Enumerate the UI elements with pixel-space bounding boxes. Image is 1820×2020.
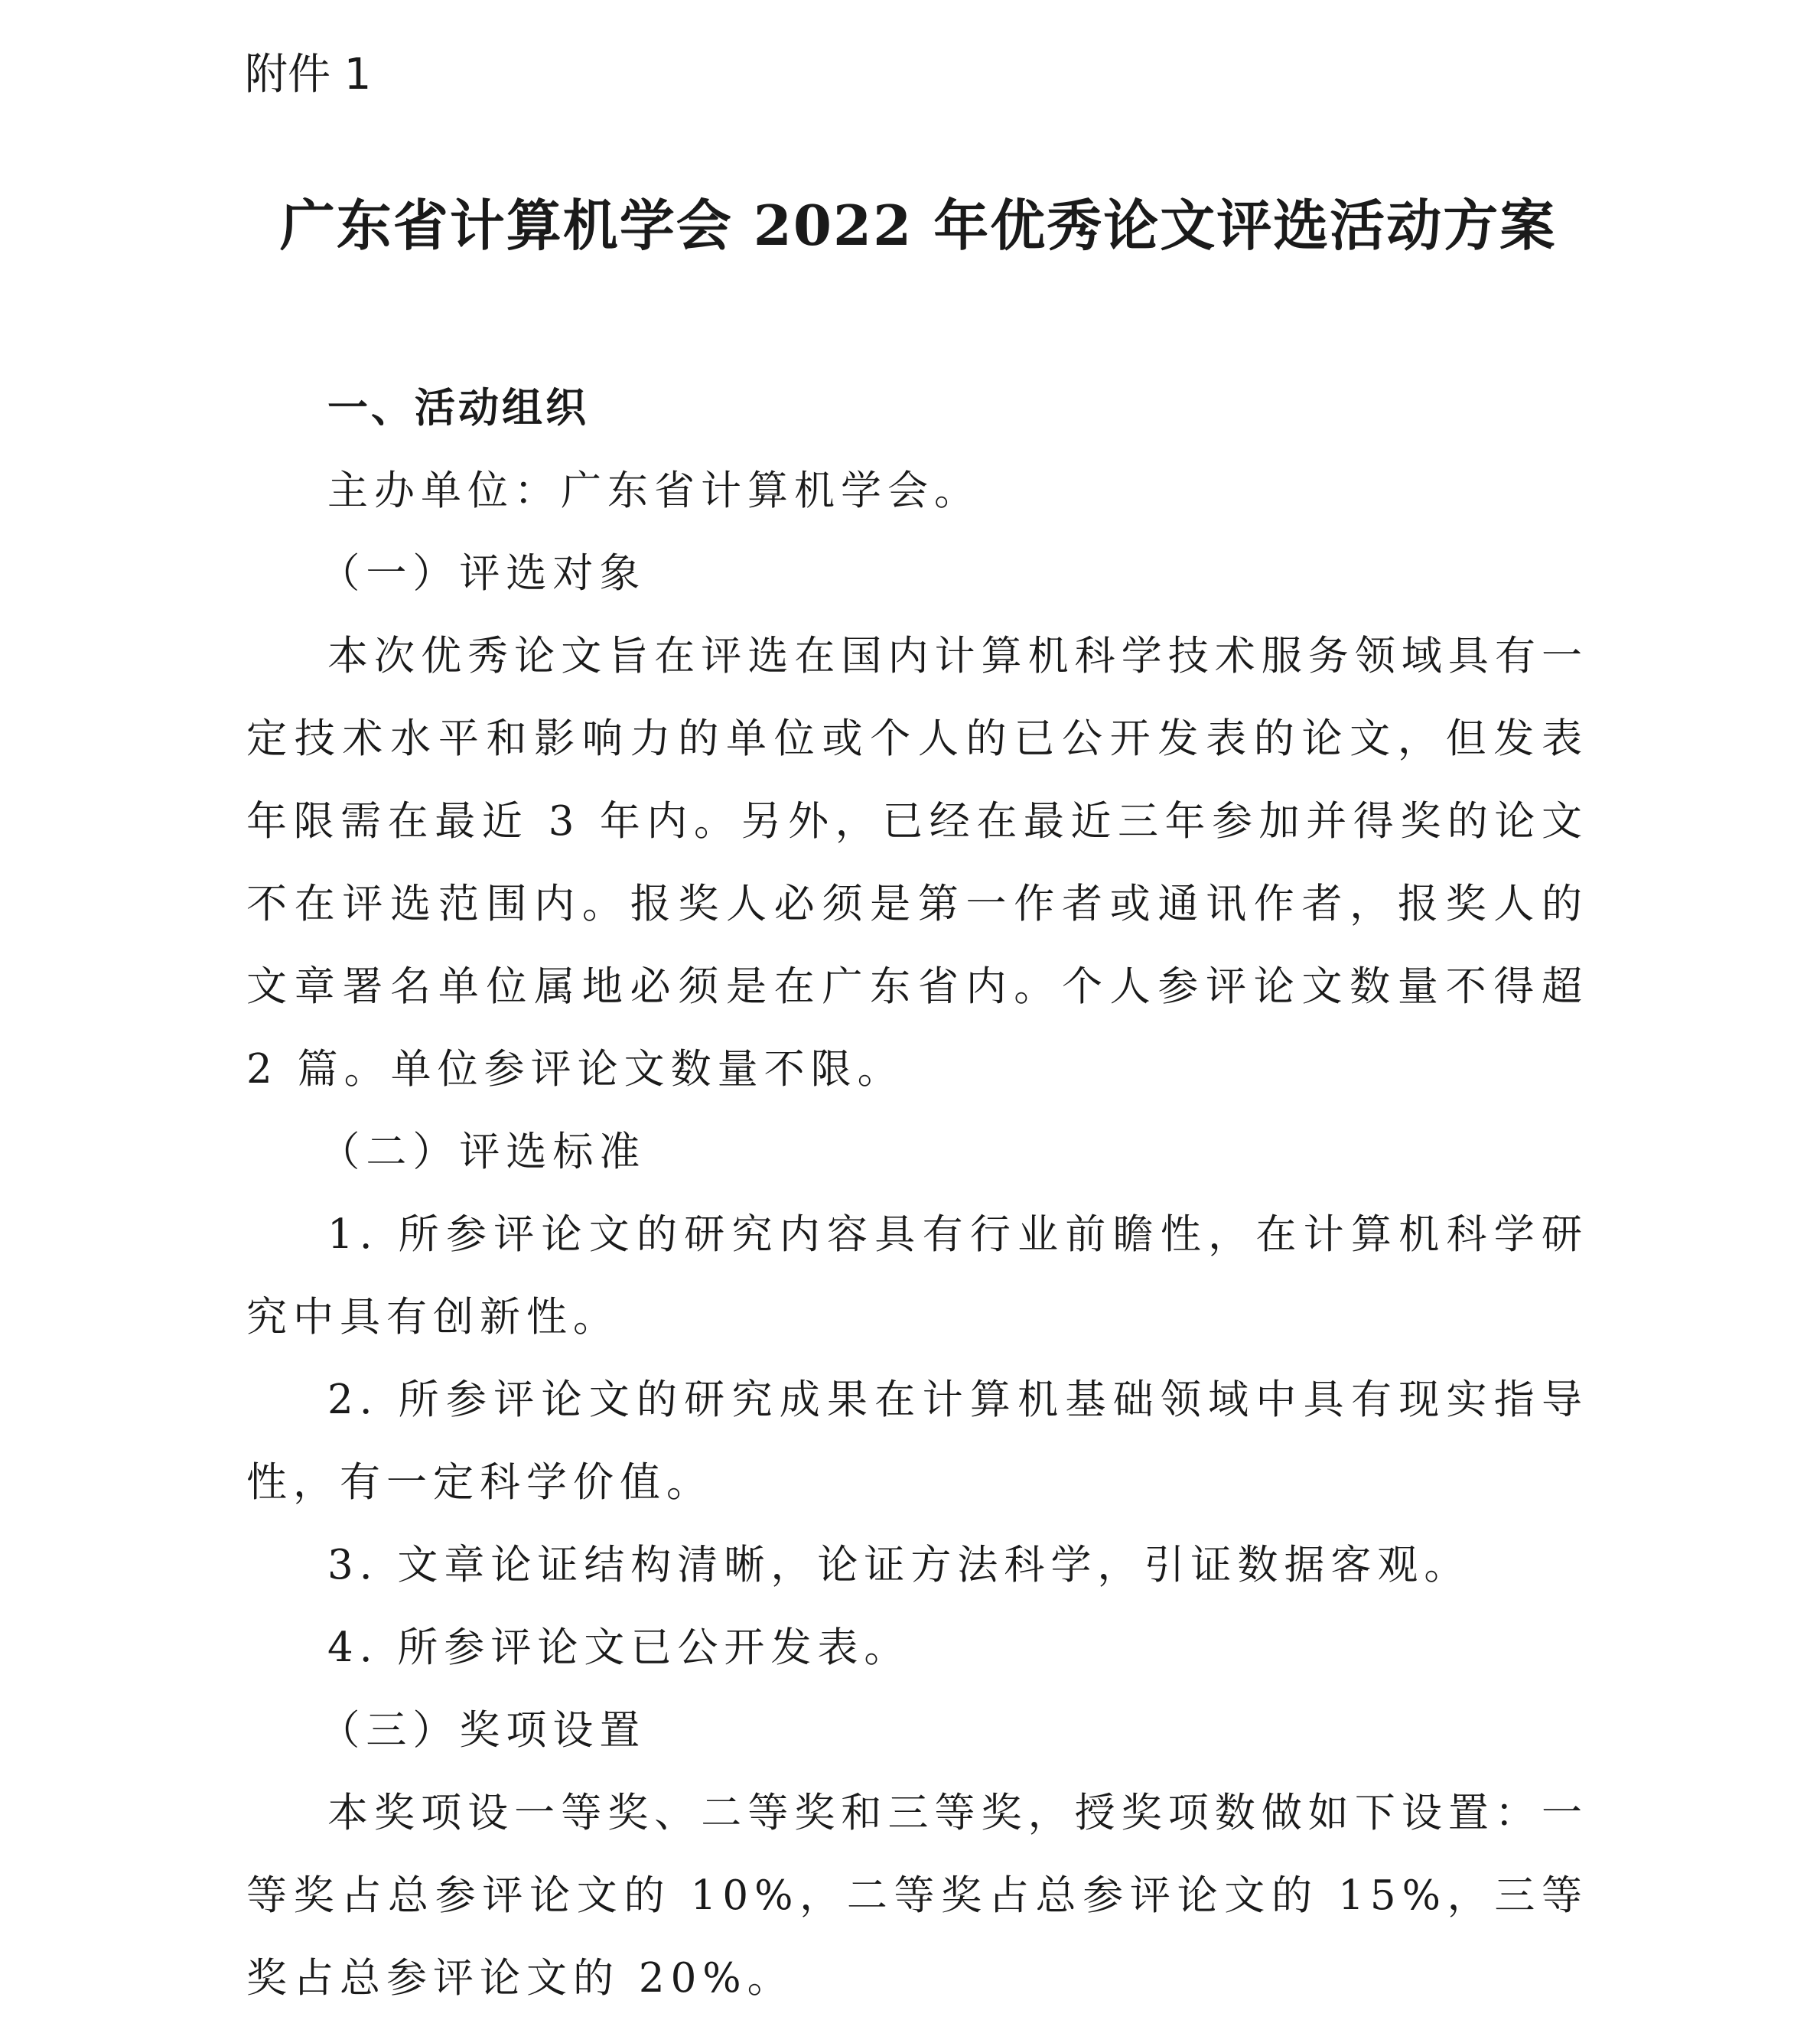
subsection-heading-award-settings: （三）奖项设置: [319, 1707, 646, 1754]
section-heading-activity-organization: 一、活动组织: [327, 385, 589, 432]
subsection-heading-selection-targets: （一）评选对象: [319, 550, 646, 597]
criteria-item: 1. 所参评论文的研究内容具有行业前瞻性，在计算机科学研究中具有创新性。: [246, 1211, 1588, 1341]
criteria-item: 4. 所参评论文已公开发表。: [327, 1624, 911, 1671]
organizer-paragraph: 主办单位：广东省计算机学会。: [327, 468, 981, 514]
criteria-item: 3. 文章论证结构清晰，论证方法科学，引证数据客观。: [327, 1542, 1471, 1588]
award-settings-paragraph: 本奖项设一等奖、二等奖和三等奖，授奖项数做如下设置：一等奖占总参评论文的 10%，二等奖占总参评论文的 15%，三等奖占总参评论文的 20%。: [246, 1790, 1588, 2002]
selection-targets-paragraph: 本次优秀论文旨在评选在国内计算机科学技术服务领域具有一定技术水平和影响力的单位或个人的已公开发表的论文，但发表年限需在最近 3 年内。另外，已经在最近三年参加并得奖的论文不在评选范围内。报奖人必须是第一作者或通讯作者，报奖人的文章署名单位属地必须是在广东省内。个人参评论文数量不得超 2 篇。单位参评论文数量不限。: [246, 633, 1588, 1093]
document-title: 广东省计算机学会 2022 年优秀论文评选活动方案: [279, 193, 1557, 258]
criteria-item: 2. 所参评论文的研究成果在计算机基础领域中具有现实指导性，有一定科学价值。: [246, 1377, 1588, 1506]
document-body: [246, 367, 1588, 2020]
attachment-label: 附件 1: [245, 50, 372, 99]
subsection-heading-selection-criteria: （二）评选标准: [319, 1129, 646, 1175]
